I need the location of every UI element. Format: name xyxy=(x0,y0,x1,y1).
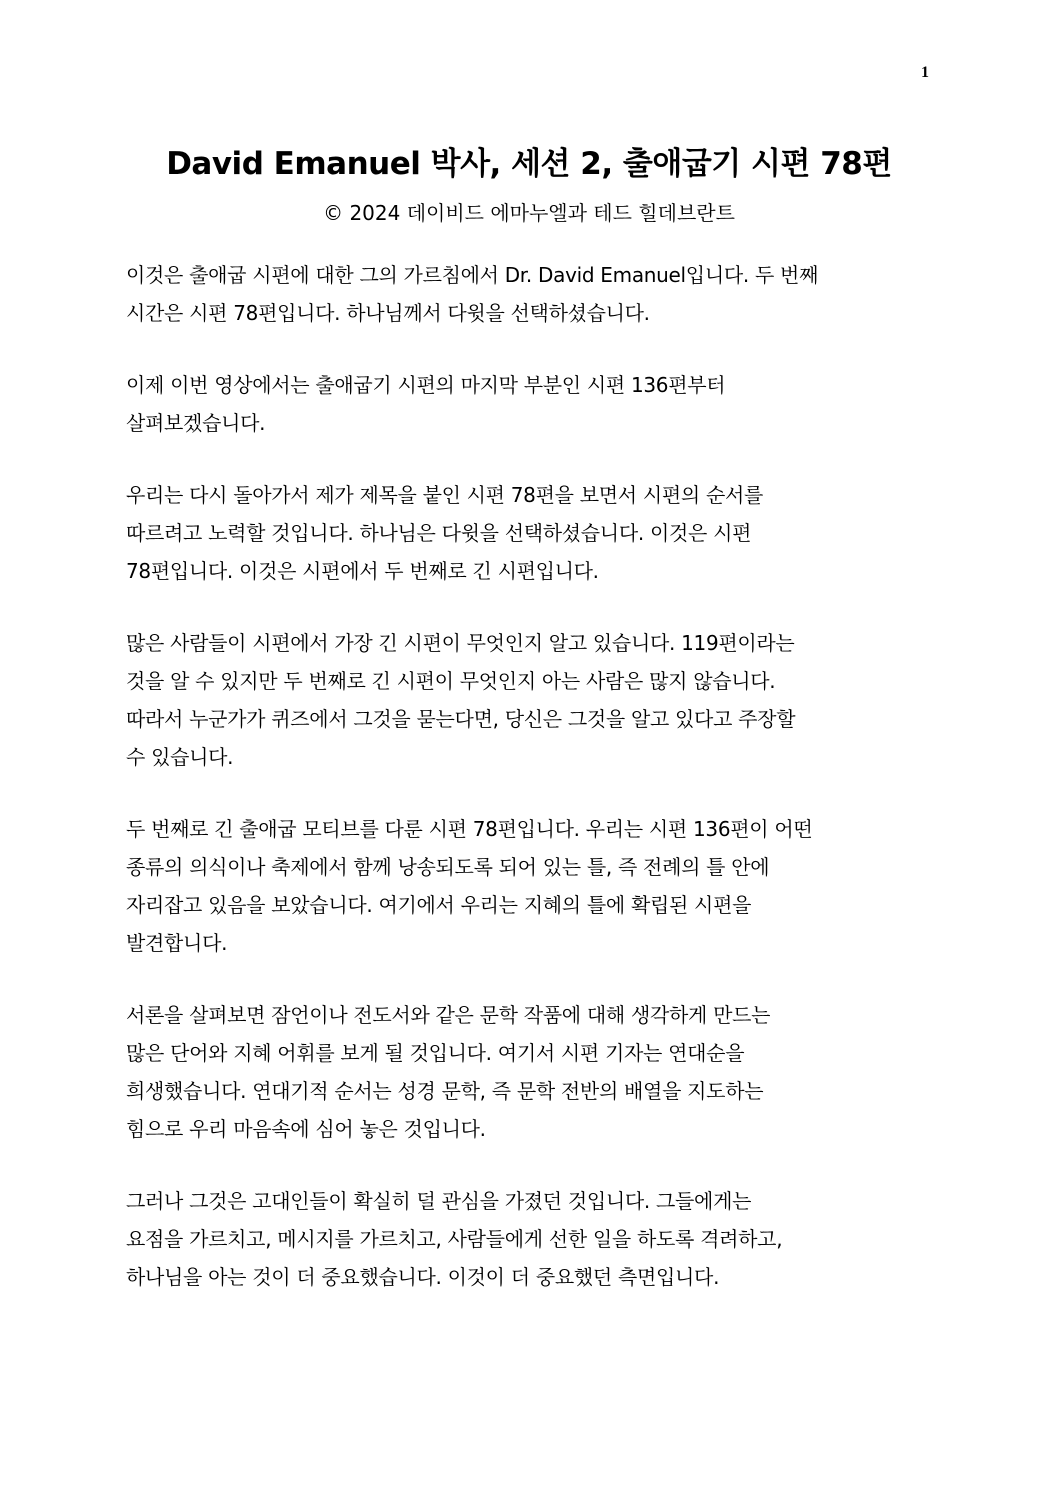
text-line: 하나님을 아는 것이 더 중요했습니다. 이것이 더 중요했던 측면입니다. xyxy=(126,1265,720,1289)
paragraph xyxy=(126,366,926,442)
paragraph xyxy=(126,476,926,590)
text-line: 요점을 가르치고, 메시지를 가르치고, 사람들에게 선한 일을 하도록 격려하고, xyxy=(126,1227,783,1251)
text-line: 이것은 출애굽 시편에 대한 그의 가르침에서 Dr. David Emanuel입니다. 두 번째 xyxy=(126,263,819,287)
text-line: 것을 알 수 있지만 두 번째로 긴 시편이 무엇인지 아는 사람은 많지 않습니다. xyxy=(126,669,776,693)
text-line: 그러나 그것은 고대인들이 확실히 덜 관심을 가졌던 것입니다. 그들에게는 xyxy=(126,1189,752,1213)
text-line: 따르려고 노력할 것입니다. 하나님은 다윗을 선택하셨습니다. 이것은 시편 xyxy=(126,521,752,545)
text-line: 많은 단어와 지혜 어휘를 보게 될 것입니다. 여기서 시편 기자는 연대순을 xyxy=(126,1041,745,1065)
text-line: 발견합니다. xyxy=(126,931,228,955)
text-line: 힘으로 우리 마음속에 심어 놓은 것입니다. xyxy=(126,1117,486,1141)
text-line: 이제 이번 영상에서는 출애굽기 시편의 마지막 부분인 시편 136편부터 xyxy=(126,373,726,397)
text-line: 시간은 시편 78편입니다. 하나님께서 다윗을 선택하셨습니다. xyxy=(126,301,650,325)
text-line: 많은 사람들이 시편에서 가장 긴 시편이 무엇인지 알고 있습니다. 119편이라는 xyxy=(126,631,795,655)
text-line: 서론을 살펴보면 잠언이나 전도서와 같은 문학 작품에 대해 생각하게 만드는 xyxy=(126,1003,771,1027)
text-line: 자리잡고 있음을 보았습니다. 여기에서 우리는 지혜의 틀에 확립된 시편을 xyxy=(126,893,752,917)
text-line: 78편입니다. 이것은 시편에서 두 번째로 긴 시편입니다. xyxy=(126,559,599,583)
text-line: 우리는 다시 돌아가서 제가 제목을 붙인 시편 78편을 보면서 시편의 순서를 xyxy=(126,483,764,507)
paragraph xyxy=(126,1182,926,1296)
text-line: 따라서 누군가가 퀴즈에서 그것을 묻는다면, 당신은 그것을 알고 있다고 주장할 xyxy=(126,707,796,731)
text-line: 희생했습니다. 연대기적 순서는 성경 문학, 즉 문학 전반의 배열을 지도하는 xyxy=(126,1079,764,1103)
paragraph xyxy=(126,996,926,1148)
document-body xyxy=(126,256,926,1330)
text-line: 종류의 의식이나 축제에서 함께 낭송되도록 되어 있는 틀, 즉 전례의 틀 안에 xyxy=(126,855,770,879)
text-line: 살펴보겠습니다. xyxy=(126,411,266,435)
document-title: David Emanuel 박사, 세션 2, 출애굽기 시편 78편 xyxy=(166,146,892,182)
text-line: 두 번째로 긴 출애굽 모티브를 다룬 시편 78편입니다. 우리는 시편 136편이 어떤 xyxy=(126,817,813,841)
document-subtitle: © 2024 데이비드 에마누엘과 테드 힐데브란트 xyxy=(323,201,735,225)
paragraph xyxy=(126,624,926,776)
page-number: 1 xyxy=(921,64,929,81)
text-line: 수 있습니다. xyxy=(126,745,234,769)
paragraph xyxy=(126,810,926,962)
paragraph xyxy=(126,256,926,332)
